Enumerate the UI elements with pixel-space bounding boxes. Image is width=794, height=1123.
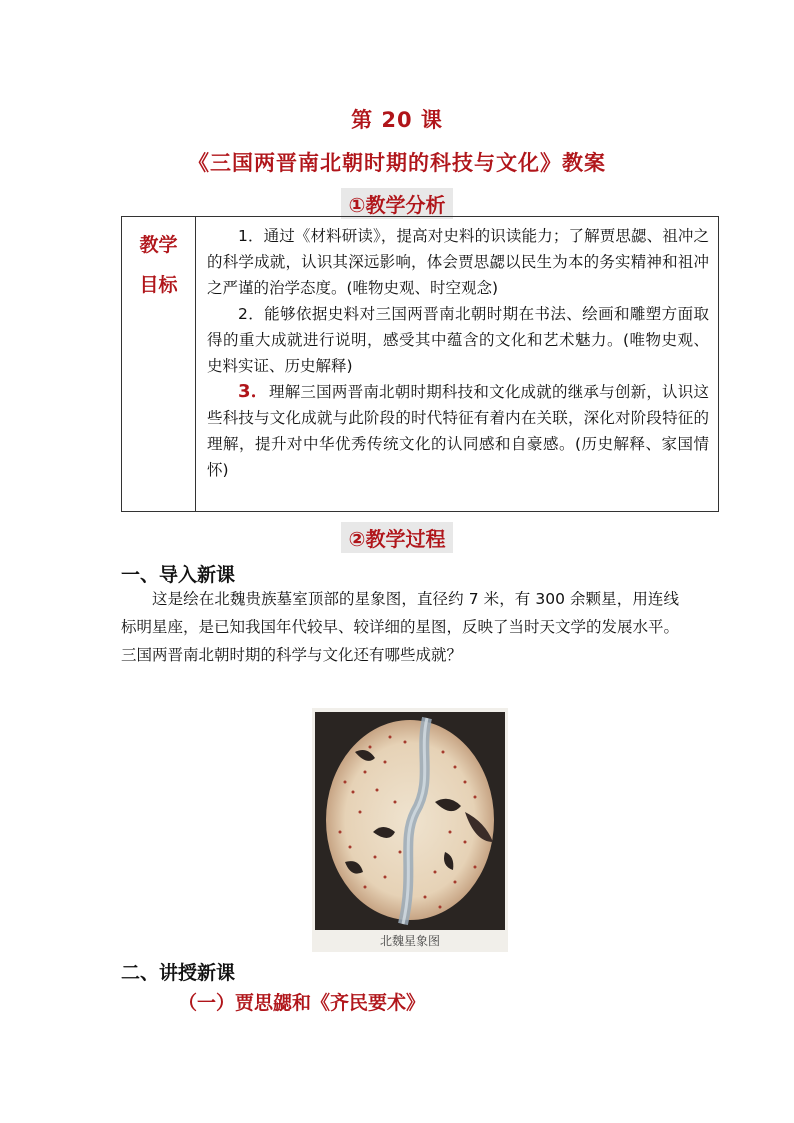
lesson-title: 《三国两晋南北朝时期的科技与文化》教案 bbox=[188, 151, 606, 175]
goal-text-3: 理解三国两晋南北朝时期科技和文化成就的继承与创新，认识这些科技与文化成就与此阶段的时代特征有着内在关联，深化对阶段特征的理解，提升对中华优秀传统文化的认同感和自豪感。(历史解释、家国情怀) bbox=[207, 383, 709, 479]
star-map-caption: 北魏星象图 bbox=[379, 934, 440, 948]
goals-label-line1: 教学 bbox=[139, 234, 178, 256]
intro-paragraph: 这是绘在北魏贵族墓室顶部的星象图，直径约 7 米，有 300 余颗星，用连线标明星座，是已知我国年代较早、较详细的星图，反映了当时天文学的发展水平。三国两晋南北朝时期的科学与文化还有哪些成就？ bbox=[121, 590, 680, 664]
goals-label-line2: 目标 bbox=[139, 274, 178, 296]
goal-number-1: 1． bbox=[238, 227, 264, 245]
goal-text-1: 通过《材料研读》，提高对史料的识读能力；了解贾思勰、祖冲之的科学成就，认识其深远影响，体会贾思勰以民生为本的务实精神和祖冲之严谨的治学态度。(唯物史观、时空观念) bbox=[207, 227, 709, 297]
goal-item-3 bbox=[207, 379, 709, 483]
intro-heading: 一、导入新课 bbox=[121, 564, 236, 586]
goal-item-2 bbox=[207, 301, 709, 379]
goal-number-2: 2． bbox=[238, 305, 265, 323]
goal-item-1 bbox=[207, 223, 709, 301]
goal-number-3: 3． bbox=[238, 381, 269, 402]
goals-content-cell bbox=[196, 217, 719, 512]
teaching-goals-table bbox=[121, 216, 719, 512]
star-map-image bbox=[315, 712, 505, 930]
lecture-subheading: （一）贾思勰和《齐民要术》 bbox=[178, 992, 426, 1014]
lecture-heading: 二、讲授新课 bbox=[121, 962, 236, 984]
section-heading-analysis-text: ①教学分析 bbox=[341, 188, 454, 219]
section-heading-analysis bbox=[0, 188, 794, 219]
section-heading-process bbox=[0, 522, 794, 553]
star-map-figure bbox=[312, 708, 508, 952]
lesson-number: 第 20 课 bbox=[351, 108, 443, 132]
goal-text-2: 能够依据史料对三国两晋南北朝时期在书法、绘画和雕塑方面取得的重大成就进行说明，感受其中蕴含的文化和艺术魅力。(唯物史观、史料实证、历史解释) bbox=[207, 305, 709, 375]
goals-label-cell bbox=[122, 217, 196, 512]
section-heading-process-text: ②教学过程 bbox=[341, 522, 454, 553]
